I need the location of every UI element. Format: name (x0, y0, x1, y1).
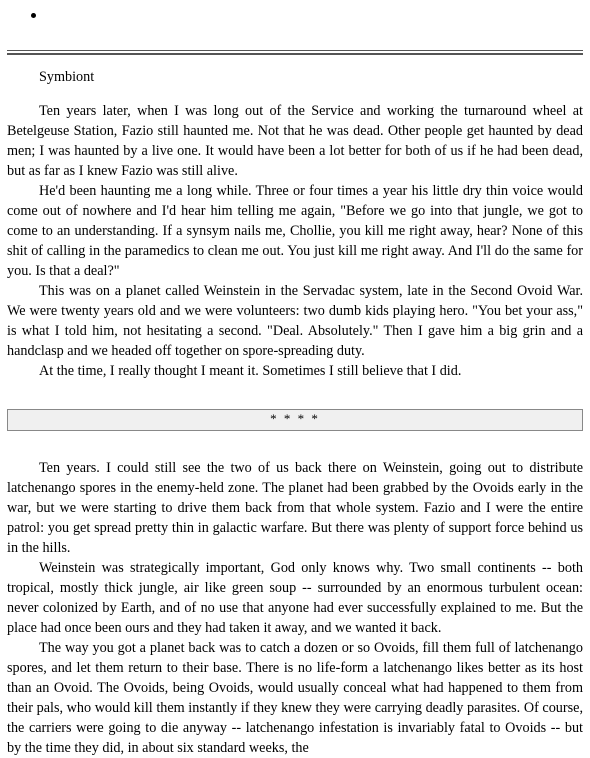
section-separator: * * * * (7, 409, 583, 431)
story-title: Symbiont (39, 69, 95, 85)
section-one (7, 99, 583, 381)
paragraph: Weinstein was strategically important, God only knows why. Two small continents -- both tropical, mostly thick jungle, air like green soup -- surrounded by an enormous turbulent ocean: never colonized by Earth, and of no use that anyone had ever successfully explained to me. But the place had once been ours and they had taken it away, and we wanted it back. (7, 560, 583, 636)
paragraph: Ten years. I could still see the two of us back there on Weinstein, going out to distribute latchenango spores in the enemy-held zone. The planet had been grabbed by the Ovoids early in the war, but we were starting to drive them back from that whole system. Fazio and I were the entire patrol: you get spread pretty thin in galactic warfare. But there was plenty of support force behind us in the hills. (7, 460, 583, 556)
section-two (7, 458, 583, 758)
paragraph: This was on a planet called Weinstein in the Servadac system, late in the Second Ovoid War. We were twenty years old and we were volunteers: two dumb kids playing hero. "You bet your ass," is what I told him, not hesitating a second. "Deal. Absolutely." Then I gave him a big grin and a handclasp and we headed off together on spore-spreading duty. (7, 283, 583, 359)
bullet-row (7, 0, 583, 30)
paragraph: The way you got a planet back was to catch a dozen or so Ovoids, fill them full of latchenango spores, and let them return to their base. There is no life-form a latchenango likes better as its host than an Ovoid. The Ovoids, being Ovoids, would usually conceal what had happened to them from their pals, who would kill them instantly if they knew they were carrying deadly parasites. Of course, the carriers were going to die anyway -- latchenango infestation is invariably fatal to Ovoids -- but by the time they did, in about six standard weeks, the (7, 640, 583, 756)
paragraph: Ten years later, when I was long out of the Service and working the turnaround wheel at Betelgeuse Station, Fazio still haunted me. Not that he was dead. Other people get haunted by dead men; I was haunted by a live one. It would have been a lot better for both of us if he had been dead, but as far as I knew Fazio was still alive. (7, 103, 583, 179)
paragraph: He'd been haunting me a long while. Three or four times a year his little dry thin voice would come out of nowhere and I'd hear him telling me again, "Before we go into that jungle, we got to come to an understanding. If a synsym nails me, Chollie, you kill me right away, hear? None of this shit of calling in the paramedics to clean me out. You just kill me right away. And I'll do the same for you. Is that a deal?" (7, 183, 583, 279)
paragraph: At the time, I really thought I meant it. Sometimes I still believe that I did. (39, 363, 462, 379)
bullet-icon (31, 13, 36, 18)
double-rule (7, 50, 583, 55)
